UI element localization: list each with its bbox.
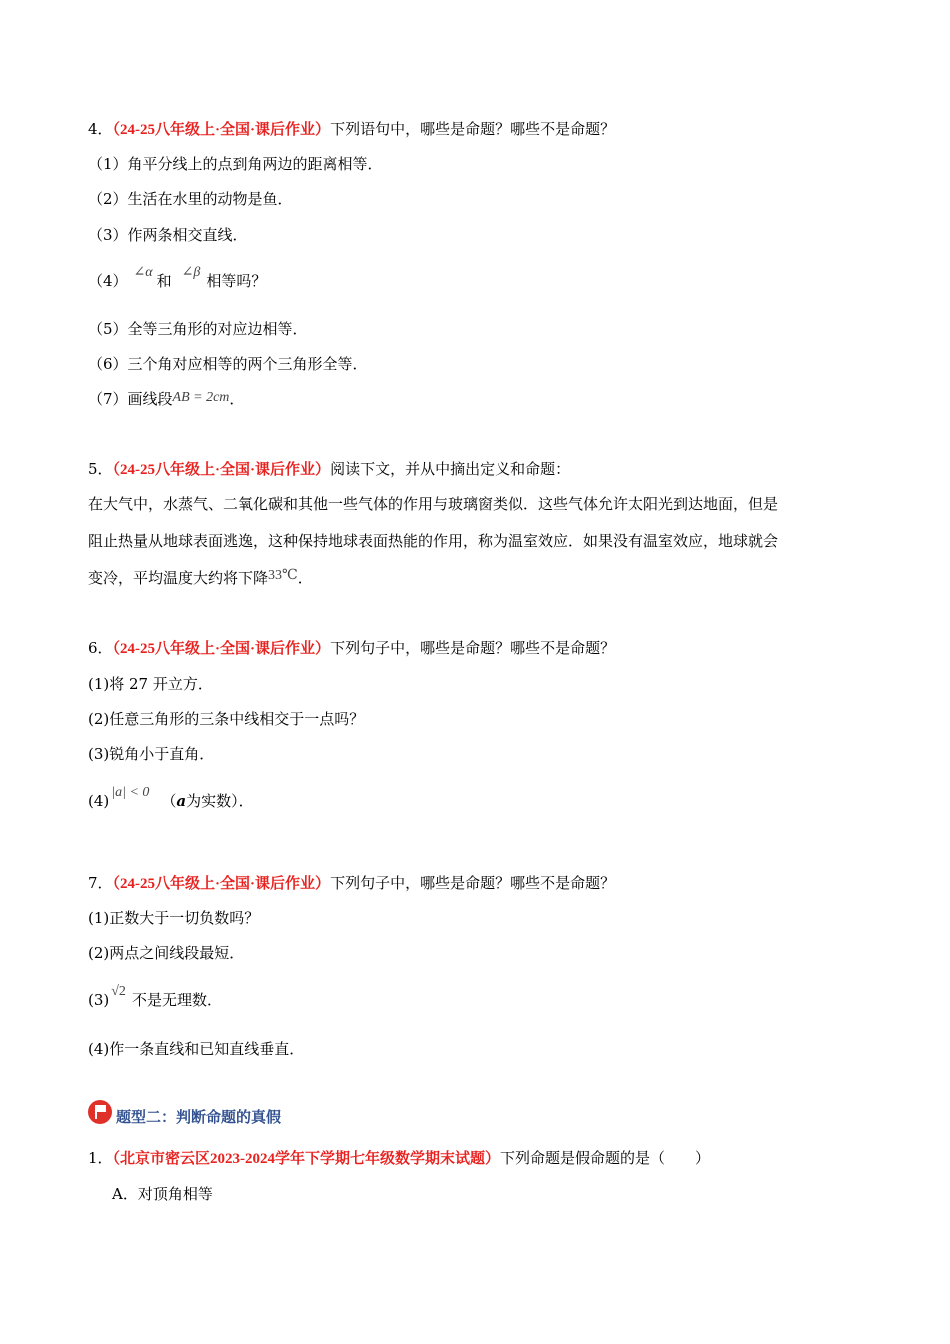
q4-item-4-suffix: 相等吗？ — [206, 272, 267, 290]
q6-item-4-suffix: 为实数）． — [186, 792, 254, 810]
sqrt-two-formula: √2 — [111, 984, 126, 999]
q5-paragraph-line-3 — [88, 567, 313, 591]
q7-item-3-prefix: (3) — [88, 991, 110, 1009]
q4-item-7-prefix: （7）画线段 — [88, 390, 173, 408]
q7-item-2: (2)两点之间线段最短． — [88, 944, 245, 962]
q5-header — [88, 458, 570, 481]
section-header — [88, 1097, 281, 1127]
q5-line-3-text: 变冷，平均温度大约将下降 — [88, 569, 269, 587]
q7-item-3-suffix: 不是无理数． — [131, 991, 222, 1009]
q6-source: （24-25八年级上·全国·课后作业） — [112, 641, 331, 657]
s2-q1-option-a: A．对顶角相等 — [112, 1185, 213, 1203]
q4-item-5: （5）全等三角形的对应边相等． — [88, 320, 308, 338]
section-title: 题型二：判断命题的真假 — [116, 1107, 282, 1126]
q4-number: 4． — [88, 120, 113, 138]
q6-item-3: (3)锐角小于直角． — [88, 745, 215, 763]
q6-item-1: (1)将 27 开立方． — [88, 675, 213, 693]
q5-number: 5． — [88, 460, 113, 478]
s2-q1-source: （北京市密云区2023-2024学年下学期七年级数学期末试题） — [112, 1151, 501, 1167]
q4-item-4 — [88, 265, 267, 294]
q5-stem: 阅读下文，并从中摘出定义和命题： — [330, 460, 571, 478]
q4-item-2: （2）生活在水里的动物是鱼． — [88, 190, 293, 208]
q6-number: 6． — [88, 639, 113, 657]
q6-stem: 下列句子中，哪些是命题？哪些不是命题？ — [330, 639, 616, 657]
q4-item-4-prefix: （4） — [88, 272, 128, 290]
angle-beta-formula: ∠β — [181, 265, 201, 280]
q6-item-4-prefix: (4) — [88, 792, 110, 810]
q5-line-3-end: ． — [297, 569, 313, 587]
q6-item-2: (2)任意三角形的三条中线相交于一点吗？ — [88, 710, 365, 728]
q7-header — [88, 872, 615, 895]
q4-item-1: （1）角平分线上的点到角两边的距离相等． — [88, 155, 383, 173]
q7-item-1: (1)正数大于一切负数吗？ — [88, 909, 260, 927]
q4-item-7 — [88, 388, 244, 412]
q6-item-4-var: a — [176, 792, 187, 810]
q7-item-3 — [88, 984, 222, 1013]
angle-alpha-formula: ∠α — [133, 265, 153, 280]
q5-paragraph-line-2: 阻止热量从地球表面逃逸，这种保持地球表面热能的作用，称为温室效应．如果没有温室效应，地球就会 — [88, 532, 779, 550]
q4-header — [88, 118, 615, 141]
s2-q1-header — [88, 1147, 710, 1170]
s2-q1-number: 1． — [88, 1149, 113, 1167]
q4-item-4-and: 和 — [156, 272, 172, 290]
temperature-formula: 33℃ — [268, 568, 298, 583]
abs-a-formula: |a| < 0 — [111, 785, 150, 800]
q7-number: 7． — [88, 874, 113, 892]
q6-item-4 — [88, 785, 254, 814]
segment-ab-formula: AB = 2cm — [172, 390, 230, 405]
q4-item-3: （3）作两条相交直线． — [88, 226, 248, 244]
q7-stem: 下列句子中，哪些是命题？哪些不是命题？ — [330, 874, 616, 892]
q6-header — [88, 637, 615, 660]
q4-item-6: （6）三个角对应相等的两个三角形全等． — [88, 355, 368, 373]
q4-source: （24-25八年级上·全国·课后作业） — [112, 122, 331, 138]
flag-icon — [88, 1100, 112, 1124]
s2-q1-stem: 下列命题是假命题的是（ ） — [500, 1149, 711, 1167]
q7-source: （24-25八年级上·全国·课后作业） — [112, 876, 331, 892]
q5-source: （24-25八年级上·全国·课后作业） — [112, 462, 331, 478]
q7-item-4: (4)作一条直线和已知直线垂直． — [88, 1040, 305, 1058]
q4-item-7-suffix: ． — [229, 390, 245, 408]
q4-stem: 下列语句中，哪些是命题？哪些不是命题？ — [330, 120, 616, 138]
q6-item-4-paren: （ — [161, 792, 177, 810]
q5-paragraph-line-1: 在大气中，水蒸气、二氧化碳和其他一些气体的作用与玻璃窗类似．这些气体允许太阳光到达地面，但是 — [88, 495, 779, 513]
